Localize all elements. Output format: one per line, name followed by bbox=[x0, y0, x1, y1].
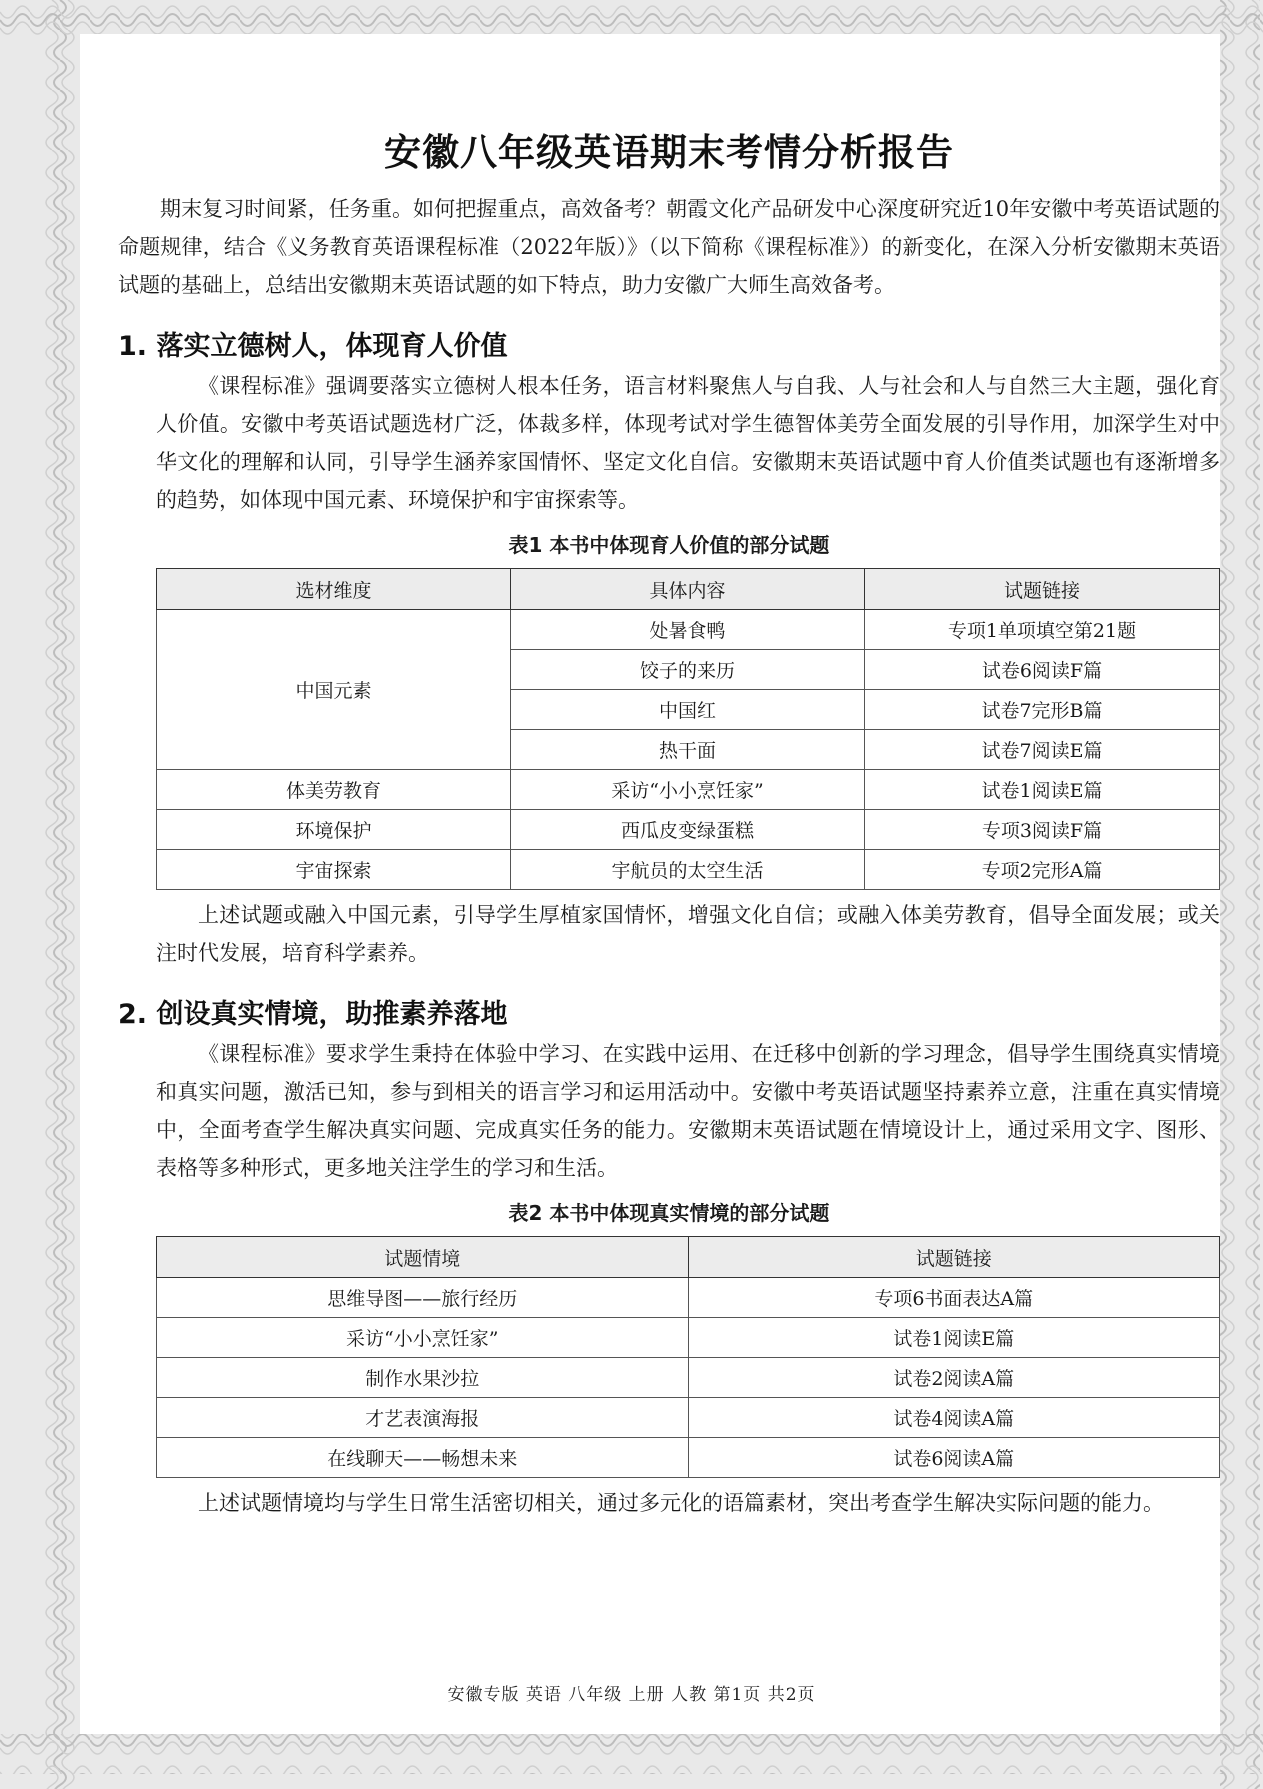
section1-body: 《课程标准》强调要落实立德树人根本任务，语言材料聚焦人与自我、人与社会和人与自然三大主题，强化育人价值。安徽中考英语试题选材广泛，体裁多样，体现考试对学生德智体美劳全面发展的引导作用，加深学生对中华文化的理解和认同，引导学生涵养家国情怀、坚定文化自信。安徽期末英语试题中育人价值类试题也有逐渐增多的趋势，如体现中国元素、环境保护和宇宙探索等。 bbox=[156, 374, 1220, 512]
table2-caption: 表2 本书中体现真实情境的部分试题 bbox=[508, 1201, 830, 1225]
table1-header-dimension: 选材维度 bbox=[157, 569, 511, 610]
table2-scene-cell: 采访“小小烹饪家” bbox=[157, 1318, 689, 1358]
table1-link-cell: 试卷7完形B篇 bbox=[864, 690, 1219, 730]
table1-content-cell: 采访“小小烹饪家” bbox=[510, 770, 864, 810]
table2-link-cell: 试卷6阅读A篇 bbox=[688, 1438, 1220, 1478]
table2-link-cell: 试卷2阅读A篇 bbox=[688, 1358, 1220, 1398]
table2-header-scene: 试题情境 bbox=[157, 1237, 689, 1278]
section2-heading: 2. 创设真实情境，助推素养落地 bbox=[118, 999, 508, 1030]
table1-dimension-cell: 中国元素 bbox=[157, 610, 511, 770]
intro-paragraph: 期末复习时间紧，任务重。如何把握重点，高效备考？朝霞文化产品研发中心深度研究近10年安徽中考英语试题的命题规律，结合《义务教育英语课程标准（2022年版）》（以下简称《课程标准》）的新变化，在深入分析安徽期末英语试题的基础上，总结出安徽期末英语试题的如下特点，助力安徽广大师生高效备考。 bbox=[118, 197, 1220, 297]
table1-content-cell: 西瓜皮变绿蛋糕 bbox=[510, 810, 864, 850]
table-row bbox=[157, 1278, 1220, 1318]
table1-link-cell: 专项3阅读F篇 bbox=[864, 810, 1219, 850]
table1-content-cell: 处暑食鸭 bbox=[510, 610, 864, 650]
table1-link-cell: 试卷1阅读E篇 bbox=[864, 770, 1219, 810]
table2-scene-cell: 思维导图——旅行经历 bbox=[157, 1278, 689, 1318]
page-footer: 安徽专版 英语 八年级 上册 人教 第1页 共2页 bbox=[447, 1685, 816, 1705]
table-row bbox=[157, 1398, 1220, 1438]
page-title: 安徽八年级英语期末考情分析报告 bbox=[384, 131, 954, 174]
table2-scene-cell: 才艺表演海报 bbox=[157, 1398, 689, 1438]
table1-dimension-cell: 体美劳教育 bbox=[157, 770, 511, 810]
table-row bbox=[157, 610, 1220, 650]
table2-link-cell: 试卷1阅读E篇 bbox=[688, 1318, 1220, 1358]
table1-dimension-cell: 宇宙探索 bbox=[157, 850, 511, 890]
table1-header-content: 具体内容 bbox=[510, 569, 864, 610]
table-row bbox=[157, 1318, 1220, 1358]
table1-content-cell: 热干面 bbox=[510, 730, 864, 770]
table2-header-link: 试题链接 bbox=[688, 1237, 1220, 1278]
section1-summary: 上述试题或融入中国元素，引导学生厚植家国情怀，增强文化自信；或融入体美劳教育，倡导全面发展；或关注时代发展，培育科学素养。 bbox=[156, 903, 1220, 965]
table1-link-cell: 试卷7阅读E篇 bbox=[864, 730, 1219, 770]
table1-caption: 表1 本书中体现育人价值的部分试题 bbox=[508, 533, 830, 557]
table-row bbox=[157, 1358, 1220, 1398]
table-row bbox=[157, 1438, 1220, 1478]
section2-body: 《课程标准》要求学生秉持在体验中学习、在实践中运用、在迁移中创新的学习理念，倡导学生围绕真实情境和真实问题，激活已知，参与到相关的语言学习和运用活动中。安徽中考英语试题坚持素养立意，注重在真实情境中，全面考查学生解决真实问题、完成真实任务的能力。安徽期末英语试题在情境设计上，通过采用文字、图形、表格等多种形式，更多地关注学生的学习和生活。 bbox=[156, 1042, 1220, 1180]
table2-scene-cell: 制作水果沙拉 bbox=[157, 1358, 689, 1398]
table2-link-cell: 专项6书面表达A篇 bbox=[688, 1278, 1220, 1318]
document-content bbox=[118, 100, 1220, 1522]
table1-dimension-cell: 环境保护 bbox=[157, 810, 511, 850]
section1-heading: 1. 落实立德树人，体现育人价值 bbox=[118, 331, 508, 362]
table1-header-link: 试题链接 bbox=[864, 569, 1219, 610]
table1-link-cell: 专项1单项填空第21题 bbox=[864, 610, 1219, 650]
table1 bbox=[156, 568, 1220, 890]
table1-link-cell: 试卷6阅读F篇 bbox=[864, 650, 1219, 690]
table2-scene-cell: 在线聊天——畅想未来 bbox=[157, 1438, 689, 1478]
table2 bbox=[156, 1236, 1220, 1478]
table1-content-cell: 中国红 bbox=[510, 690, 864, 730]
table1-content-cell: 饺子的来历 bbox=[510, 650, 864, 690]
table2-link-cell: 试卷4阅读A篇 bbox=[688, 1398, 1220, 1438]
table1-link-cell: 专项2完形A篇 bbox=[864, 850, 1219, 890]
section2-summary: 上述试题情境均与学生日常生活密切相关，通过多元化的语篇素材，突出考查学生解决实际问题的能力。 bbox=[198, 1491, 1164, 1515]
table-row bbox=[157, 850, 1220, 890]
table1-content-cell: 宇航员的太空生活 bbox=[510, 850, 864, 890]
table-row bbox=[157, 810, 1220, 850]
table-row bbox=[157, 770, 1220, 810]
